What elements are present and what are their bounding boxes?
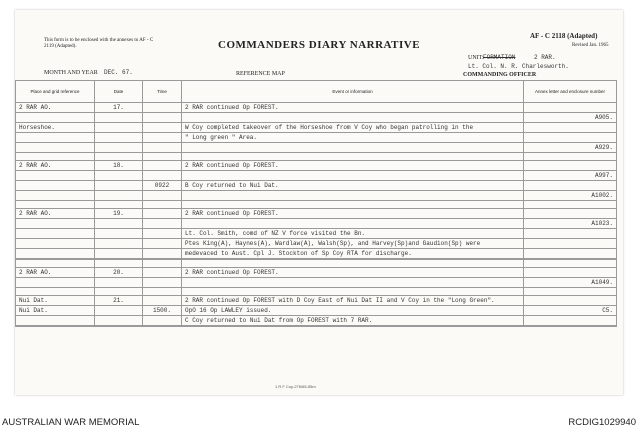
time-cell — [143, 278, 182, 288]
separator-cell — [524, 260, 617, 268]
event-cell — [182, 171, 524, 181]
separator-cell — [95, 201, 143, 209]
table-row — [16, 268, 617, 278]
header-place: Place and grid reference — [16, 81, 95, 103]
table-row — [16, 209, 617, 219]
annex-cell — [524, 239, 617, 249]
place-cell — [16, 133, 95, 143]
event-cell: Lt. Col. Smith, comd of NZ V force visited the Bn. — [182, 229, 524, 239]
reference-map-label: REFERENCE MAP — [236, 71, 285, 77]
place-cell — [16, 181, 95, 191]
date-cell — [95, 316, 143, 326]
table-row — [16, 161, 617, 171]
header-event: Event or information — [182, 81, 524, 103]
separator-cell — [524, 201, 617, 209]
annex-cell: C5. — [524, 306, 617, 316]
annex-cell — [524, 123, 617, 133]
event-cell: C Coy returned to Nui Dat from Op FOREST with 7 RAR. — [182, 316, 524, 326]
month-value: DEC. 67. — [104, 69, 133, 76]
table-row — [16, 278, 617, 288]
date-cell — [95, 306, 143, 316]
date-cell — [95, 143, 143, 153]
time-cell — [143, 113, 182, 123]
table-row — [16, 316, 617, 326]
event-cell: Ptes King(A), Haynes(A), Wardlaw(A), Walsh(Sp), and Harvey(Sp)and Gaudion(Sp) were — [182, 239, 524, 249]
header-date: Date — [95, 81, 143, 103]
header-time: Time — [143, 81, 182, 103]
separator-cell — [95, 260, 143, 268]
event-cell — [182, 326, 524, 327]
separator-cell — [95, 288, 143, 296]
separator-cell — [182, 260, 524, 268]
table-row — [16, 229, 617, 239]
table-row — [16, 181, 617, 191]
time-cell — [143, 229, 182, 239]
annex-cell — [524, 296, 617, 306]
event-cell — [182, 143, 524, 153]
table-row — [16, 133, 617, 143]
table-row — [16, 326, 617, 327]
entry-separator — [16, 201, 617, 209]
date-cell — [95, 239, 143, 249]
date-cell: 20. — [95, 268, 143, 278]
separator-cell — [182, 288, 524, 296]
separator-cell — [143, 260, 182, 268]
header-annex: Annex letter and enclosure number — [524, 81, 617, 103]
diary-body — [16, 103, 617, 327]
place-cell — [16, 278, 95, 288]
date-cell — [95, 278, 143, 288]
officer-value: Lt. Col. N. R. Charlesworth. — [468, 63, 569, 70]
date-cell: 17. — [95, 103, 143, 113]
form-revised: Revised Jan. 1965 — [572, 43, 609, 48]
time-cell — [143, 219, 182, 229]
annex-cell: A1049. — [524, 278, 617, 288]
form-code: AF - C 2118 (Adapted) — [530, 32, 598, 40]
date-cell — [95, 219, 143, 229]
annex-cell: A1023. — [524, 219, 617, 229]
archive-footer — [0, 397, 640, 432]
table-header — [16, 81, 617, 103]
event-cell: medevaced to Aust. Cpl J. Stockton of Sp Coy RTA for discharge. — [182, 249, 524, 259]
place-cell — [16, 171, 95, 181]
place-cell: Nui Dat. — [16, 296, 95, 306]
date-cell: 18. — [95, 161, 143, 171]
time-cell — [143, 161, 182, 171]
annex-cell — [524, 326, 617, 327]
date-cell — [95, 171, 143, 181]
table-row — [16, 103, 617, 113]
date-cell — [95, 113, 143, 123]
entry-separator — [16, 288, 617, 296]
place-cell — [16, 249, 95, 259]
month-label: MONTH AND YEAR — [44, 70, 98, 76]
separator-cell — [182, 201, 524, 209]
unit-struck: FORMATION — [483, 54, 516, 61]
event-cell — [182, 219, 524, 229]
annex-cell — [524, 268, 617, 278]
event-cell: " Long green " Area. — [182, 133, 524, 143]
event-cell: 2 RAR continued Op FOREST. — [182, 161, 524, 171]
time-cell — [143, 316, 182, 326]
separator-cell — [95, 153, 143, 161]
place-cell — [16, 219, 95, 229]
annex-cell — [524, 133, 617, 143]
separator-cell — [182, 153, 524, 161]
date-cell — [95, 229, 143, 239]
annex-cell — [524, 181, 617, 191]
time-cell — [143, 296, 182, 306]
entry-separator — [16, 260, 617, 268]
separator-cell — [16, 153, 95, 161]
event-cell — [182, 278, 524, 288]
entry-separator — [16, 153, 617, 161]
place-cell: 2 RAR AO. — [16, 268, 95, 278]
date-cell — [95, 249, 143, 259]
table-row — [16, 113, 617, 123]
table-row — [16, 123, 617, 133]
annex-cell: A1002. — [524, 191, 617, 201]
date-cell — [95, 326, 143, 327]
time-cell — [143, 209, 182, 219]
form-note: This form is to be enclosed with the annexes to AF - C 2119 (Adapted). — [44, 38, 154, 49]
officer-label: COMMANDING OFFICER — [463, 72, 537, 78]
time-cell — [143, 133, 182, 143]
event-cell — [182, 113, 524, 123]
time-cell — [143, 103, 182, 113]
diary-table — [15, 80, 617, 327]
event-cell: B Coy returned to Nui Dat. — [182, 181, 524, 191]
annex-cell — [524, 103, 617, 113]
annex-cell — [524, 249, 617, 259]
place-cell: 2 RAR AO. — [16, 161, 95, 171]
place-cell: 2 RAR AO. — [16, 209, 95, 219]
separator-cell — [143, 153, 182, 161]
date-cell — [95, 123, 143, 133]
table-row — [16, 143, 617, 153]
unit-value: 2 RAR. — [534, 54, 556, 61]
separator-cell — [16, 260, 95, 268]
unit-label: UNIT: — [468, 55, 484, 61]
date-cell: 21. — [95, 296, 143, 306]
event-cell: 2 RAR continued Op FOREST with D Coy East of Nui Dat II and V Coy in the "Long Green". — [182, 296, 524, 306]
table-row — [16, 191, 617, 201]
annex-cell: A905. — [524, 113, 617, 123]
annex-cell: A929. — [524, 143, 617, 153]
annex-cell — [524, 161, 617, 171]
time-cell — [143, 239, 182, 249]
archive-id: RCDIG1029940 — [568, 417, 636, 428]
date-cell — [95, 133, 143, 143]
time-cell — [143, 171, 182, 181]
time-cell — [143, 123, 182, 133]
separator-cell — [16, 201, 95, 209]
event-cell: 2 RAR continued Op FOREST. — [182, 103, 524, 113]
event-cell — [182, 191, 524, 201]
date-cell — [95, 181, 143, 191]
place-cell — [16, 229, 95, 239]
date-cell: 19. — [95, 209, 143, 219]
annex-cell: A997. — [524, 171, 617, 181]
time-cell: 0922 — [143, 181, 182, 191]
separator-cell — [143, 201, 182, 209]
table-row — [16, 296, 617, 306]
time-cell — [143, 268, 182, 278]
place-cell — [16, 326, 95, 327]
annex-cell — [524, 209, 617, 219]
time-cell — [143, 326, 182, 327]
place-cell — [16, 143, 95, 153]
place-cell — [16, 113, 95, 123]
separator-cell — [143, 288, 182, 296]
event-cell: W Coy completed takeover of the Horseshoe from V Coy who began patrolling in the — [182, 123, 524, 133]
date-cell — [95, 191, 143, 201]
place-cell: Nui Dat. — [16, 306, 95, 316]
table-row — [16, 239, 617, 249]
place-cell — [16, 191, 95, 201]
separator-cell — [524, 153, 617, 161]
place-cell — [16, 239, 95, 249]
time-cell — [143, 191, 182, 201]
time-cell — [143, 249, 182, 259]
form-title: COMMANDERS DIARY NARRATIVE — [218, 39, 421, 51]
event-cell: OpO 16 Op LAWLEY issued. — [182, 306, 524, 316]
place-cell: 2 RAR AO. — [16, 103, 95, 113]
print-code: 1 R F Coy-275/65-55m — [275, 384, 316, 389]
event-cell: 2 RAR continued Op FOREST. — [182, 209, 524, 219]
annex-cell — [524, 316, 617, 326]
time-cell: 1500. — [143, 306, 182, 316]
table-row — [16, 219, 617, 229]
separator-cell — [524, 288, 617, 296]
annex-cell — [524, 229, 617, 239]
table-row — [16, 171, 617, 181]
place-cell — [16, 316, 95, 326]
table-row — [16, 249, 617, 259]
place-cell: Horseshoe. — [16, 123, 95, 133]
event-cell: 2 RAR continued Op FOREST. — [182, 268, 524, 278]
table-row — [16, 306, 617, 316]
time-cell — [143, 143, 182, 153]
separator-cell — [16, 288, 95, 296]
archive-name: AUSTRALIAN WAR MEMORIAL — [2, 417, 140, 428]
